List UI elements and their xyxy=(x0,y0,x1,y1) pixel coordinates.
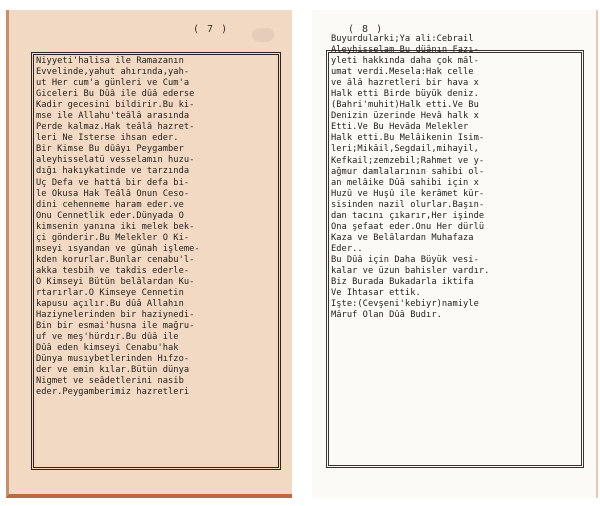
right-page xyxy=(312,10,598,498)
text-line: Mâruf Olan Dûâ Budır. xyxy=(331,310,442,321)
page-text xyxy=(331,34,583,321)
text-line: eder.Peygamberimiz hazretleri xyxy=(36,387,190,398)
text-line: Evvelinde,yahut ahırında,yah- xyxy=(36,67,190,78)
text-line: Ve İhtasar ettik. xyxy=(331,288,421,299)
text-line: İşte:(Cevşeni'kebiyr)namiyle xyxy=(331,299,479,310)
page-text xyxy=(36,56,280,398)
text-line: Perde kalmaz.Hak teâlâ hazret- xyxy=(36,122,195,133)
text-line: le Okusa Hak Teâlâ Onun Ceso- xyxy=(36,188,190,199)
text-line: uf ve meş'hürdır.Bu dûâ ile xyxy=(36,332,179,343)
text-line: leri;Mikâil,Segdail,mihayil, xyxy=(331,144,479,155)
text-line: Kadir gecesini bildirir.Bu ki- xyxy=(36,100,195,111)
text-line: aleyhisselatü vesselamın huzu- xyxy=(36,155,195,166)
text-line: kden korurlar.Bunlar cenabu'l- xyxy=(36,254,195,265)
text-line: Buyurdularki;Ya ali:Cebrail xyxy=(331,34,474,44)
text-line: Eder.. xyxy=(331,243,363,254)
text-line: Etti.Ve Bu Hevâda Melekler xyxy=(331,122,469,133)
text-line: yleti hakkında daha çok mâl- xyxy=(331,56,479,67)
text-line: rtarırlar.O Kimseye Cennetin xyxy=(36,287,184,298)
text-line: sisinden nazil olurlar.Başın- xyxy=(331,199,485,210)
text-line: Aleyhisselam Bu düânın Fazı- xyxy=(331,45,479,56)
text-line: Huzû ve Huşû ile kerâmet kür- xyxy=(331,188,485,199)
text-line: Dûâ eden kimseyi Cenabu'hak xyxy=(36,343,179,354)
page-smudge xyxy=(252,28,274,42)
text-line: leri Ne İsterse ihsan eder. xyxy=(36,133,179,144)
text-line: Kaza ve Belâlardan Muhafaza xyxy=(331,232,474,243)
text-line: dığı hakıykatinde ve tarzında xyxy=(36,166,190,177)
text-line: Nigmet ve seâdetlerini nasib xyxy=(36,376,184,387)
text-line: ve âlâ hazretleri bir hava x xyxy=(331,78,479,89)
page-number: ( 8 ) xyxy=(348,24,384,35)
text-line: kalar ve üzun bahisler vardır. xyxy=(331,265,490,276)
text-line: Haziynelerinden bir haziynedi- xyxy=(36,310,195,321)
text-line: dan tacını çıkarır,Her işinde xyxy=(331,210,485,221)
text-line: an melâike Dûâ sahibi için x xyxy=(331,177,479,188)
text-line: Biz Burada Bukadarla iktifa xyxy=(331,277,474,288)
text-line: der ve emin kılar.Bütün dünya xyxy=(36,365,190,376)
text-line: mse ile Allahu'teâlâ arasında xyxy=(36,111,190,122)
text-line: (Bahri'muhit)Halk etti.Ve Bu xyxy=(331,100,479,111)
text-line: ut Her cum'a günleri ve Cum'a xyxy=(36,78,190,89)
text-line: Niyyeti'halisa ile Ramazanın xyxy=(36,56,184,66)
text-line: Denizin üzerinde Hevâ halk x xyxy=(331,111,479,122)
text-line: Halk etti Birde büyük deniz. xyxy=(331,89,479,100)
text-line: Ona şefaat eder.Onu Her dürlü xyxy=(331,221,485,232)
text-line: Onu Cennetlik eder.Dünyada O xyxy=(36,210,184,221)
left-page xyxy=(6,10,292,498)
text-line: Kefkail;zemzebil;Rahmet ve y- xyxy=(331,155,485,166)
text-line: O Kimseyi Bütün belâlardan Ku- xyxy=(36,276,195,287)
text-line: Giceleri Bu Dûâ ile dûâ ederse xyxy=(36,89,195,100)
page-number: ( 7 ) xyxy=(193,24,229,35)
text-line: çi gönderir.Bu Melekler O Ki- xyxy=(36,232,190,243)
text-line: umat verdi.Mesela:Hak celle xyxy=(331,67,474,78)
text-line: kapusu açılır.Bu dûâ Allahın xyxy=(36,299,184,310)
text-line: Bin bir esmai'husna ile mağru- xyxy=(36,321,195,332)
text-line: Üç Defa ve hattâ bir defa bi- xyxy=(36,177,190,188)
text-line: Bu Dûâ için Daha Büyük vesi- xyxy=(331,254,479,265)
text-line: kimsenin yanına iki melek bek- xyxy=(36,221,195,232)
text-line: dini cehenneme haram eder.ve xyxy=(36,199,184,210)
text-line: ağmur damlalarının sahibi ol- xyxy=(331,166,485,177)
text-line: Halk etti.Bu Melâikenin İsim- xyxy=(331,133,485,144)
text-line: Dünya musıybetlerinden Hıfzo- xyxy=(36,354,190,365)
text-line: akka tesbih ve takdis ederle- xyxy=(36,265,190,276)
text-line: Bir Kimse Bu dûâyı Peygamber xyxy=(36,144,184,155)
text-line: mseyi ısyandan ve günah işleme- xyxy=(36,243,200,254)
